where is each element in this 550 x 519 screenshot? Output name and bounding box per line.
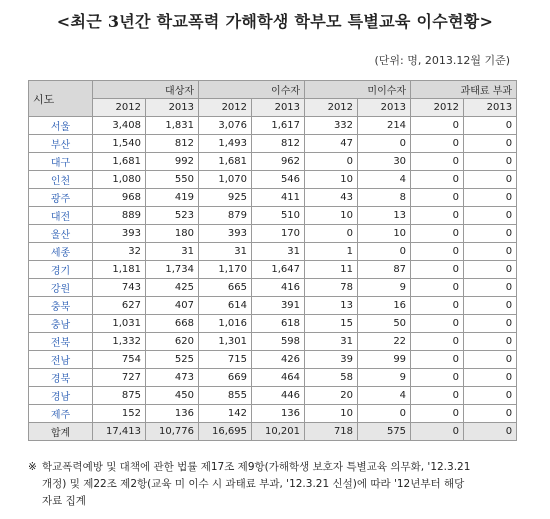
- table-cell: 39: [305, 351, 358, 369]
- region-name: 제주: [29, 405, 93, 423]
- table-cell: 47: [305, 135, 358, 153]
- table-cell: 13: [358, 207, 411, 225]
- table-cell: 1,734: [146, 261, 199, 279]
- table-row: [29, 387, 517, 405]
- table-cell: 20: [305, 387, 358, 405]
- table-cell: 0: [464, 135, 517, 153]
- table-cell: 0: [464, 405, 517, 423]
- region-name: 울산: [29, 225, 93, 243]
- table-cell: 0: [411, 135, 464, 153]
- table-cell: 31: [146, 243, 199, 261]
- table-cell: 4: [358, 171, 411, 189]
- table-cell: 13: [305, 297, 358, 315]
- table-cell: 879: [199, 207, 252, 225]
- table-cell: 9: [358, 279, 411, 297]
- year-header: 2012: [199, 99, 252, 117]
- group-header-fines: 과태료 부과: [411, 81, 517, 99]
- table-cell: 411: [252, 189, 305, 207]
- table-cell: 812: [146, 135, 199, 153]
- table-cell: 1,831: [146, 117, 199, 135]
- education-stats-table: [28, 80, 517, 441]
- table-cell: 743: [93, 279, 146, 297]
- footnote-line-2: 개정) 및 제22조 제2항(교육 미 이수 시 과태료 부과, '12.3.21 신설)에 따라 '12년부터 해당: [42, 478, 465, 490]
- table-cell: 0: [305, 153, 358, 171]
- year-header: 2013: [252, 99, 305, 117]
- table-cell: 407: [146, 297, 199, 315]
- table-cell: 0: [464, 423, 517, 441]
- table-cell: 0: [411, 117, 464, 135]
- table-cell: 1,080: [93, 171, 146, 189]
- table-cell: 1,031: [93, 315, 146, 333]
- region-name: 전남: [29, 351, 93, 369]
- table-cell: 0: [464, 297, 517, 315]
- table-cell: 3,408: [93, 117, 146, 135]
- table-cell: 0: [411, 225, 464, 243]
- table-cell: 0: [464, 225, 517, 243]
- header-row-groups: [29, 81, 517, 99]
- table-cell: 0: [411, 189, 464, 207]
- footnote: [28, 459, 528, 510]
- page-title: <최근 3년간 학교폭력 가해학생 학부모 특별교육 이수현황>: [56, 12, 494, 31]
- table-cell: 855: [199, 387, 252, 405]
- table-cell: 525: [146, 351, 199, 369]
- table-cell: 425: [146, 279, 199, 297]
- table-cell: 0: [464, 261, 517, 279]
- table-cell: 715: [199, 351, 252, 369]
- year-header: 2013: [146, 99, 199, 117]
- table-cell: 0: [411, 261, 464, 279]
- table-row: [29, 351, 517, 369]
- region-name: 서울: [29, 117, 93, 135]
- table-cell: 391: [252, 297, 305, 315]
- total-row: [29, 423, 517, 441]
- table-cell: 0: [411, 351, 464, 369]
- footnote-mark: ※: [28, 461, 37, 473]
- footnote-line-3: 자료 집계: [42, 495, 86, 507]
- table-cell: 99: [358, 351, 411, 369]
- table-cell: 598: [252, 333, 305, 351]
- table-cell: 0: [464, 189, 517, 207]
- table-cell: 87: [358, 261, 411, 279]
- table-cell: 1,170: [199, 261, 252, 279]
- table-row: [29, 153, 517, 171]
- table-cell: 718: [305, 423, 358, 441]
- table-cell: 669: [199, 369, 252, 387]
- table-cell: 464: [252, 369, 305, 387]
- year-header: 2012: [93, 99, 146, 117]
- table-cell: 3,076: [199, 117, 252, 135]
- table-cell: 550: [146, 171, 199, 189]
- table-cell: 0: [464, 387, 517, 405]
- table-cell: 0: [411, 279, 464, 297]
- table-cell: 10,201: [252, 423, 305, 441]
- table-cell: 152: [93, 405, 146, 423]
- table-cell: 10: [305, 207, 358, 225]
- table-cell: 665: [199, 279, 252, 297]
- table-cell: 0: [411, 333, 464, 351]
- total-label: 합계: [29, 423, 93, 441]
- table-cell: 0: [411, 153, 464, 171]
- table-cell: 4: [358, 387, 411, 405]
- table-cell: 0: [411, 171, 464, 189]
- table-cell: 142: [199, 405, 252, 423]
- table-cell: 170: [252, 225, 305, 243]
- unit-note: (단위: 명, 2013.12월 기준): [374, 54, 510, 67]
- region-name: 강원: [29, 279, 93, 297]
- table-cell: 10: [358, 225, 411, 243]
- region-name: 충남: [29, 315, 93, 333]
- table-cell: 0: [411, 387, 464, 405]
- table-cell: 620: [146, 333, 199, 351]
- table-cell: 668: [146, 315, 199, 333]
- region-name: 경북: [29, 369, 93, 387]
- region-name: 충북: [29, 297, 93, 315]
- table-cell: 0: [464, 117, 517, 135]
- table-row: [29, 369, 517, 387]
- table-cell: 0: [464, 369, 517, 387]
- table-cell: 1,070: [199, 171, 252, 189]
- group-header-not-completed: 미이수자: [305, 81, 411, 99]
- table-cell: 446: [252, 387, 305, 405]
- region-name: 광주: [29, 189, 93, 207]
- table-cell: 15: [305, 315, 358, 333]
- table-cell: 0: [358, 243, 411, 261]
- table-cell: 0: [464, 315, 517, 333]
- table-cell: 0: [411, 315, 464, 333]
- region-name: 대구: [29, 153, 93, 171]
- table-cell: 416: [252, 279, 305, 297]
- table-row: [29, 171, 517, 189]
- table-cell: 0: [411, 297, 464, 315]
- region-name: 부산: [29, 135, 93, 153]
- table-cell: 0: [464, 153, 517, 171]
- table-cell: 0: [358, 135, 411, 153]
- table-cell: 1,016: [199, 315, 252, 333]
- table-cell: 0: [464, 171, 517, 189]
- table-cell: 0: [464, 243, 517, 261]
- table-row: [29, 297, 517, 315]
- table-cell: 50: [358, 315, 411, 333]
- table-cell: 10: [305, 171, 358, 189]
- group-header-completed: 이수자: [199, 81, 305, 99]
- region-name: 경남: [29, 387, 93, 405]
- footnote-line-1: 학교폭력예방 및 대책에 관한 법률 제17조 제9항(가해학생 보호자 특별교육 의무화, '12.3.21: [42, 461, 471, 473]
- region-name: 인천: [29, 171, 93, 189]
- table-cell: 214: [358, 117, 411, 135]
- table-cell: 0: [411, 207, 464, 225]
- table-cell: 875: [93, 387, 146, 405]
- table-cell: 0: [305, 225, 358, 243]
- table-cell: 1,540: [93, 135, 146, 153]
- table-cell: 523: [146, 207, 199, 225]
- table-row: [29, 279, 517, 297]
- header-row-years: [29, 99, 517, 117]
- table-cell: 614: [199, 297, 252, 315]
- table-cell: 31: [199, 243, 252, 261]
- table-cell: 31: [252, 243, 305, 261]
- table-cell: 0: [358, 405, 411, 423]
- table-cell: 0: [464, 279, 517, 297]
- table-cell: 1,181: [93, 261, 146, 279]
- table-cell: 419: [146, 189, 199, 207]
- region-name: 세종: [29, 243, 93, 261]
- table-cell: 473: [146, 369, 199, 387]
- table-cell: 136: [252, 405, 305, 423]
- table-cell: 332: [305, 117, 358, 135]
- table-cell: 546: [252, 171, 305, 189]
- table-cell: 10,776: [146, 423, 199, 441]
- region-name: 전북: [29, 333, 93, 351]
- table-cell: 136: [146, 405, 199, 423]
- table-cell: 1,681: [93, 153, 146, 171]
- year-header: 2012: [411, 99, 464, 117]
- table-cell: 30: [358, 153, 411, 171]
- year-header: 2013: [358, 99, 411, 117]
- table-cell: 0: [464, 333, 517, 351]
- table-cell: 1,647: [252, 261, 305, 279]
- table-row: [29, 207, 517, 225]
- table-cell: 968: [93, 189, 146, 207]
- table-cell: 32: [93, 243, 146, 261]
- table-cell: 618: [252, 315, 305, 333]
- table-cell: 9: [358, 369, 411, 387]
- table-cell: 43: [305, 189, 358, 207]
- table-cell: 10: [305, 405, 358, 423]
- region-name: 경기: [29, 261, 93, 279]
- table-row: [29, 315, 517, 333]
- table-cell: 1,332: [93, 333, 146, 351]
- table-row: [29, 261, 517, 279]
- table-cell: 0: [411, 423, 464, 441]
- table-cell: 0: [464, 207, 517, 225]
- group-header-targets: 대상자: [93, 81, 199, 99]
- table-cell: 393: [199, 225, 252, 243]
- table-cell: 727: [93, 369, 146, 387]
- table-cell: 0: [411, 243, 464, 261]
- table-cell: 1,301: [199, 333, 252, 351]
- table-cell: 16: [358, 297, 411, 315]
- table-row: [29, 333, 517, 351]
- table-cell: 426: [252, 351, 305, 369]
- table-row: [29, 225, 517, 243]
- table-cell: 1,681: [199, 153, 252, 171]
- table-cell: 962: [252, 153, 305, 171]
- table-cell: 627: [93, 297, 146, 315]
- table-cell: 575: [358, 423, 411, 441]
- table-row: [29, 117, 517, 135]
- table-cell: 1,493: [199, 135, 252, 153]
- region-column-header: 시도: [29, 81, 93, 117]
- table-cell: 1,617: [252, 117, 305, 135]
- table-cell: 78: [305, 279, 358, 297]
- table-cell: 16,695: [199, 423, 252, 441]
- table-cell: 0: [464, 351, 517, 369]
- year-header: 2012: [305, 99, 358, 117]
- table-cell: 58: [305, 369, 358, 387]
- table-cell: 510: [252, 207, 305, 225]
- table-cell: 754: [93, 351, 146, 369]
- table-row: [29, 405, 517, 423]
- table-cell: 925: [199, 189, 252, 207]
- table-cell: 17,413: [93, 423, 146, 441]
- table-cell: 450: [146, 387, 199, 405]
- table-cell: 31: [305, 333, 358, 351]
- table-row: [29, 135, 517, 153]
- table-cell: 11: [305, 261, 358, 279]
- region-name: 대전: [29, 207, 93, 225]
- table-cell: 0: [411, 369, 464, 387]
- table-cell: 889: [93, 207, 146, 225]
- table-cell: 180: [146, 225, 199, 243]
- table-row: [29, 189, 517, 207]
- table-cell: 812: [252, 135, 305, 153]
- table-cell: 393: [93, 225, 146, 243]
- table-cell: 0: [411, 405, 464, 423]
- table-cell: 992: [146, 153, 199, 171]
- table-cell: 22: [358, 333, 411, 351]
- table-row: [29, 243, 517, 261]
- table-cell: 8: [358, 189, 411, 207]
- table-cell: 1: [305, 243, 358, 261]
- year-header: 2013: [464, 99, 517, 117]
